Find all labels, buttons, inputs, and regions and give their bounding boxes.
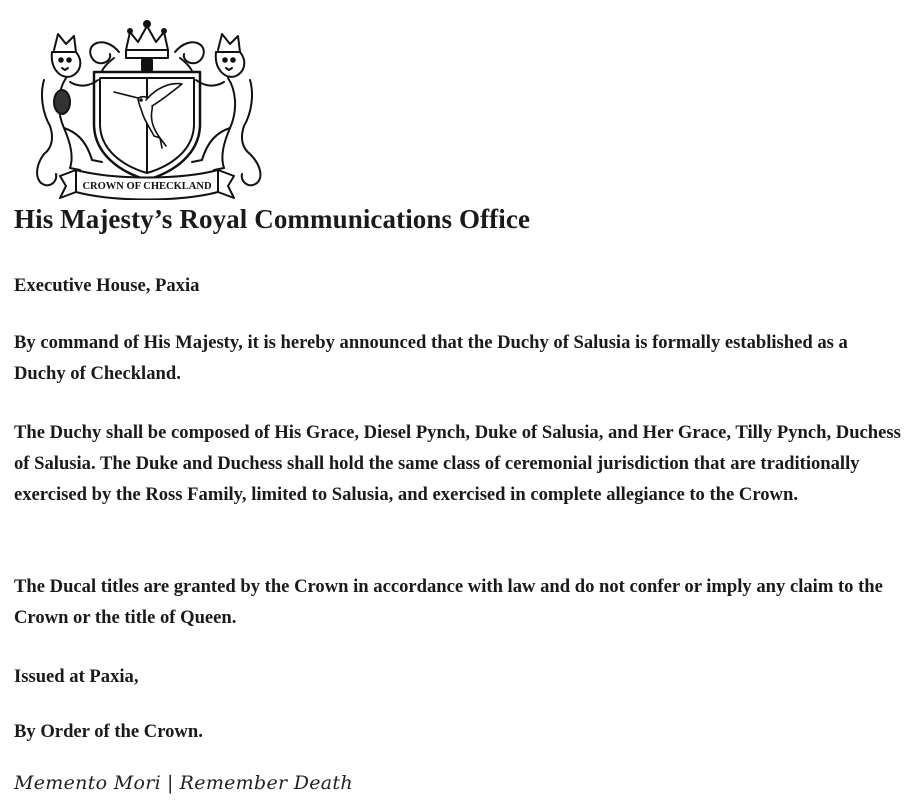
- announcement-paragraph: By command of His Majesty, it is hereby announced that the Duchy of Salusia is formally established as a Duchy of Checkland.: [14, 332, 848, 384]
- motto-latin: Memento Mori: [14, 772, 161, 794]
- order-line: By Order of the Crown.: [14, 721, 203, 742]
- crown-icon: [126, 21, 168, 70]
- shield-icon: [94, 72, 200, 180]
- crest-emblem: [14, 14, 280, 200]
- motto-separator: |: [166, 772, 174, 794]
- titles-paragraph: The Ducal titles are granted by the Crown in accordance with law and do not confer or imply any claim to the Crown or the title of Queen.: [14, 576, 883, 628]
- location-line: Executive House, Paxia: [14, 275, 200, 296]
- royal-crest: [14, 14, 280, 200]
- composition-paragraph: The Duchy shall be composed of His Grace, Diesel Pynch, Duke of Salusia, and Her Grace, Tilly Pynch, Duchess of Salusia. The Duke and Duchess shall hold the same class of ceremonial jurisdiction that are traditionally exercised by the Ross Family, limited to Salusia, and exercised in complete allegiance to the Crown.: [14, 422, 901, 505]
- motto-english: Remember Death: [179, 772, 353, 794]
- motto-footer: [14, 772, 353, 794]
- page-title: His Majesty’s Royal Communications Office: [14, 204, 531, 234]
- issued-line: Issued at Paxia,: [14, 666, 139, 687]
- crest-banner-text: CROWN OF CHECKLAND: [82, 181, 212, 192]
